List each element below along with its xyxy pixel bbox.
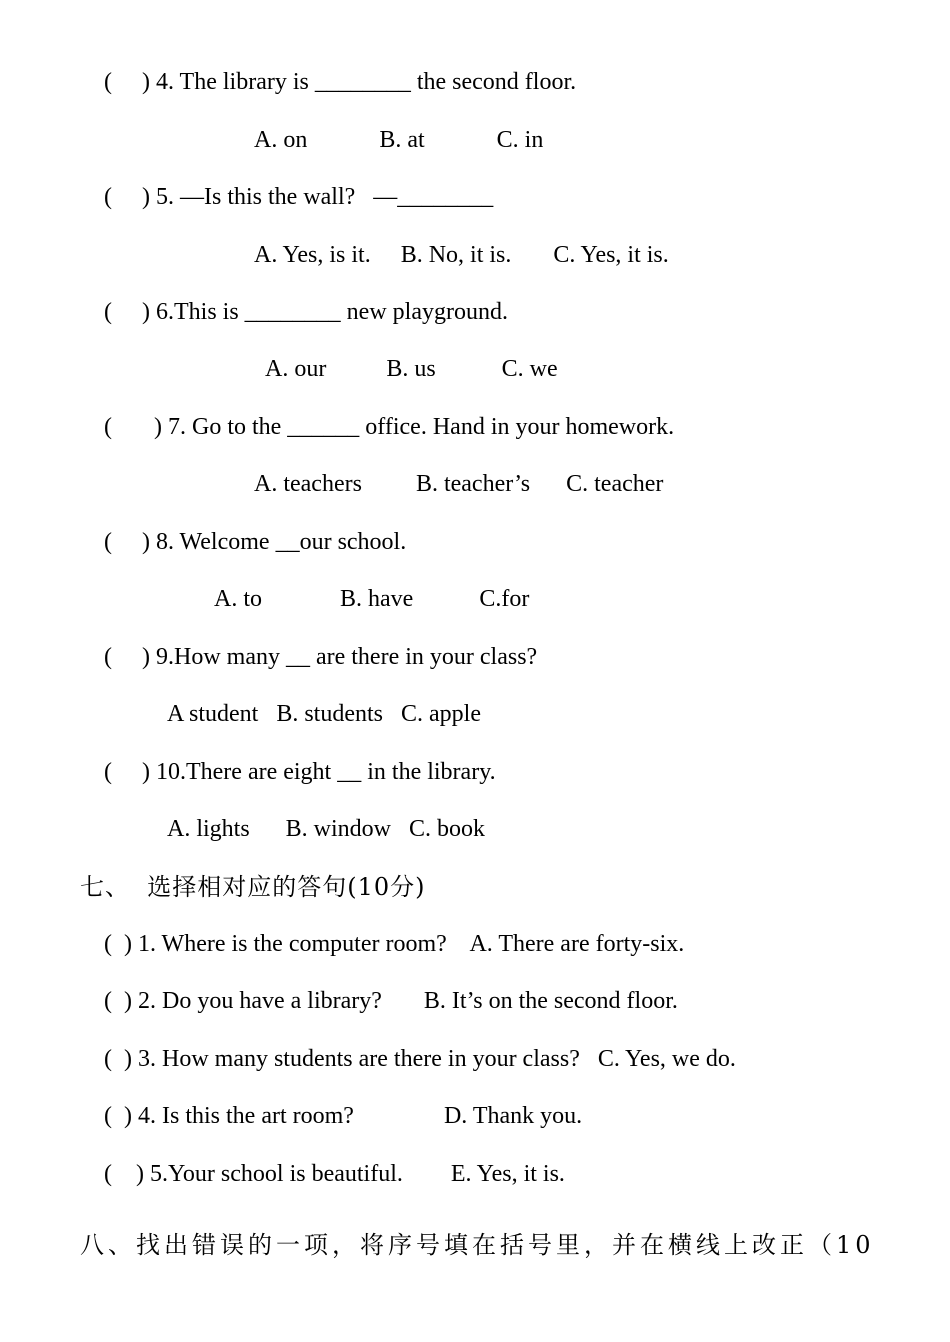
question-7-stem: ( ) 7. Go to the ______ office. Hand in your homework. [104, 414, 675, 440]
matching-item: ( ) 1. Where is the computer room? A. There are forty-six. [104, 931, 685, 957]
section-7-heading: 七、 选择相对应的答句(10分) [80, 873, 426, 901]
question-6-options: A. our B. us C. we [265, 356, 558, 382]
question-9-options: A student B. students C. apple [167, 701, 481, 727]
question-8-stem: ( ) 8. Welcome __our school. [104, 529, 407, 555]
question-8-options: A. to B. have C.for [214, 586, 530, 612]
matching-item: ( ) 2. Do you have a library? B. It’s on the second floor. [104, 988, 678, 1014]
question-9-stem: ( ) 9.How many __ are there in your class? [104, 644, 538, 670]
matching-item: ( ) 3. How many students are there in your class? C. Yes, we do. [104, 1046, 736, 1072]
question-5-options: A. Yes, is it. B. No, it is. C. Yes, it is. [254, 242, 669, 268]
question-6-stem: ( ) 6.This is ________ new playground. [104, 299, 508, 325]
matching-item: ( ) 4. Is this the art room? D. Thank you. [104, 1103, 583, 1129]
section-8-heading: 八、找出错误的一项，将序号填在括号里，并在横线上改正（10 [80, 1231, 875, 1259]
question-7-options: A. teachers B. teacher’s C. teacher [254, 471, 664, 497]
question-5-stem: ( ) 5. —Is this the wall? —________ [104, 184, 494, 210]
question-10-stem: ( ) 10.There are eight __ in the library. [104, 759, 496, 785]
question-4-options: A. on B. at C. in [254, 127, 544, 153]
question-4-stem: ( ) 4. The library is ________ the second floor. [104, 69, 577, 95]
question-10-options: A. lights B. window C. book [167, 816, 486, 842]
matching-item: ( ) 5.Your school is beautiful. E. Yes, it is. [104, 1161, 565, 1187]
